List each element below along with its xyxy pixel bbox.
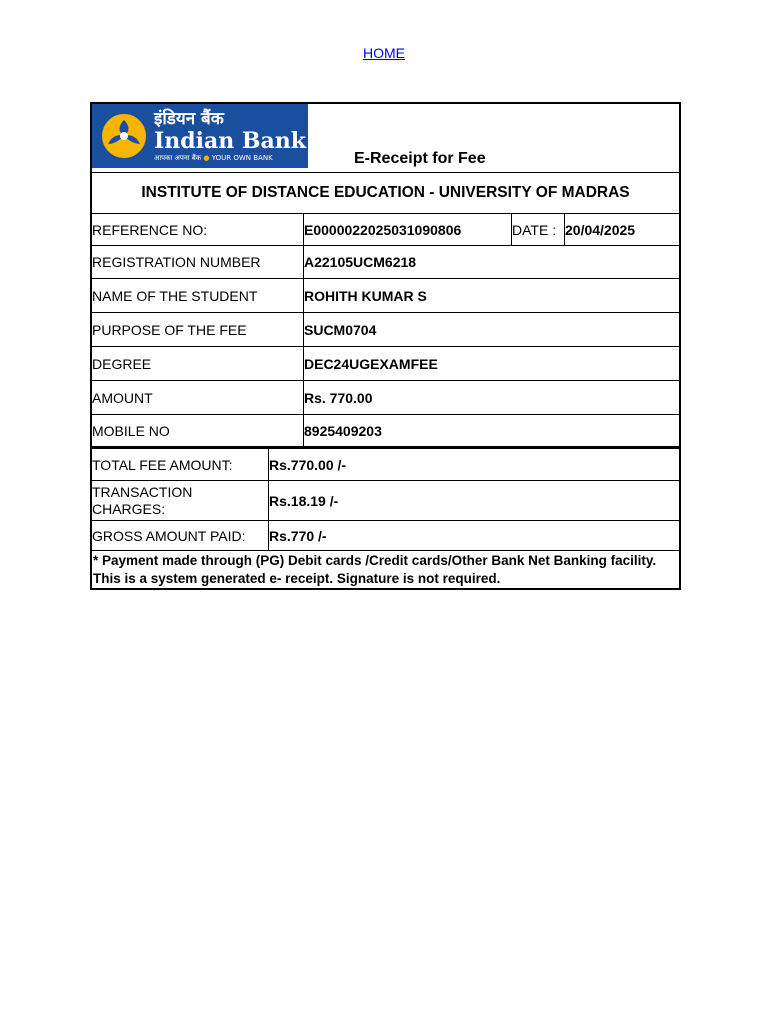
indian-bank-logo	[92, 104, 308, 168]
note-row	[92, 551, 679, 588]
detail-row	[92, 415, 679, 449]
detail-value: A22105UCM6218	[304, 254, 417, 270]
detail-label: NAME OF THE STUDENT	[92, 287, 258, 304]
detail-row	[92, 246, 679, 279]
date-label: DATE :	[512, 221, 557, 238]
detail-value: DEC24UGEXAMFEE	[304, 355, 438, 372]
detail-value: Rs. 770.00	[304, 389, 373, 406]
summary-label: GROSS AMOUNT PAID:	[92, 527, 246, 544]
logo-tagline-english: YOUR OWN BANK	[211, 153, 273, 162]
fee-receipt	[90, 102, 681, 590]
detail-label: DEGREE	[92, 355, 152, 372]
detail-row	[92, 313, 679, 347]
detail-label: MOBILE NO	[92, 422, 170, 439]
home-link[interactable]: HOME	[363, 45, 405, 61]
detail-value: 8925409203	[304, 422, 382, 439]
reference-label: REFERENCE NO:	[92, 221, 208, 238]
detail-row	[92, 347, 679, 381]
reference-value: E0000022025031090806	[304, 221, 462, 238]
summary-row	[92, 481, 679, 521]
detail-label: AMOUNT	[92, 389, 153, 406]
summary-label: TRANSACTION CHARGES:	[92, 483, 193, 517]
receipt-title: E-Receipt for Fee	[354, 150, 486, 167]
summary-value: Rs.770 /-	[269, 527, 327, 544]
institute-row	[92, 173, 679, 214]
payment-note: * Payment made through (PG) Debit cards /Credit cards/Other Bank Net Banking facility. This is a system generated e- receipt. Signature is not required.	[93, 553, 657, 586]
logo-tagline	[154, 155, 306, 162]
logo-bank-name: Indian Bank	[154, 127, 307, 154]
logo-tagline-hindi: आपका अपना बैंक	[154, 153, 202, 162]
summary-row	[92, 521, 679, 551]
institute-name: INSTITUTE OF DISTANCE EDUCATION - UNIVERSITY OF MADRAS	[141, 184, 630, 201]
detail-value: ROHITH KUMAR S	[304, 287, 427, 304]
logo-hindi-text: इंडियन बैंक	[154, 108, 224, 129]
detail-row	[92, 279, 679, 313]
receipt-header	[92, 104, 679, 173]
tagline-dot-icon: ●	[203, 153, 210, 162]
summary-row	[92, 449, 679, 481]
bank-emblem-icon	[96, 108, 152, 164]
detail-row	[92, 381, 679, 415]
summary-value: Rs.18.19 /-	[269, 492, 339, 509]
detail-label: REGISTRATION NUMBER	[92, 254, 261, 270]
summary-value: Rs.770.00 /-	[269, 456, 347, 473]
summary-label: TOTAL FEE AMOUNT:	[92, 456, 233, 473]
detail-value: SUCM0704	[304, 321, 377, 338]
reference-row	[92, 214, 679, 246]
detail-label: PURPOSE OF THE FEE	[92, 321, 247, 338]
date-value: 20/04/2025	[565, 221, 636, 238]
